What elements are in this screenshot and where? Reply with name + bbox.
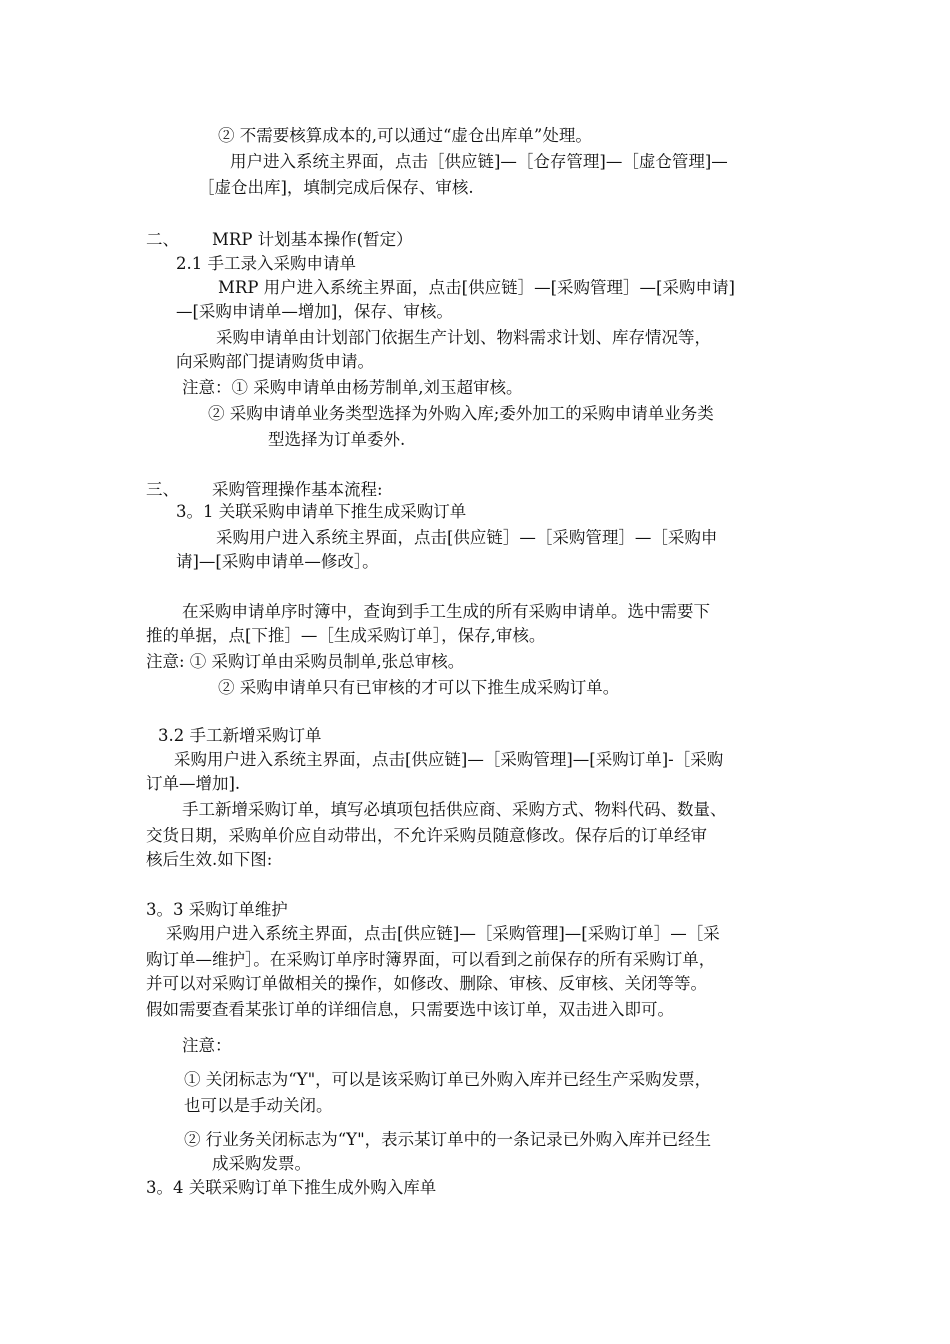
text-line: —[采购申请单—增加]，保存、审核。 xyxy=(176,302,453,321)
text-line: 用户进入系统主界面，点击［供应链]—［仓存管理]—［虚仓管理]— xyxy=(230,152,728,171)
note-line: 注意：① 采购申请单由杨芳制单,刘玉超审核。 xyxy=(182,378,523,397)
note-line: 注意: ① 采购订单由采购员制单,张总审核。 xyxy=(146,652,465,671)
subsection-heading: 3。3 采购订单维护 xyxy=(146,900,288,919)
note-line: 型选择为订单委外. xyxy=(268,430,406,449)
text-line: 购订单—维护］。在采购订单序时簿界面，可以看到之前保存的所有采购订单， xyxy=(146,950,716,969)
text-line: 采购申请单由计划部门依据生产计划、物料需求计划、库存情况等， xyxy=(216,328,711,347)
text-line: 假如需要查看某张订单的详细信息，只需要选中该订单，双击进入即可。 xyxy=(146,1000,674,1019)
note-line: ① 关闭标志为“Y"，可以是该采购订单已外购入库并已经生产采购发票， xyxy=(184,1070,712,1089)
subsection-heading: 3。1 关联采购申请单下推生成采购订单 xyxy=(176,502,467,521)
text-line: 核后生效.如下图: xyxy=(146,850,273,869)
section-number: 二、 xyxy=(146,230,179,249)
subsection-heading: 2.1 手工录入采购申请单 xyxy=(176,254,356,273)
section-heading: MRP 计划基本操作(暂定） xyxy=(212,230,413,249)
note-line: ② 采购申请单只有已审核的才可以下推生成采购订单。 xyxy=(218,678,620,697)
text-line: ② 不需要核算成本的,可以通过“虚仓出库单”处理。 xyxy=(218,126,592,145)
text-line: 在采购申请单序时簿中，查询到手工生成的所有采购申请单。选中需要下 xyxy=(182,602,710,621)
text-line: 订单—增加]. xyxy=(146,774,241,793)
text-line: 推的单据，点[下推］—［生成采购订单］，保存,审核。 xyxy=(146,626,546,645)
text-line: 交货日期，采购单价应自动带出，不允许采购员随意修改。保存后的订单经审 xyxy=(146,826,707,845)
text-line: 请]—[采购申请单—修改］。 xyxy=(176,552,379,571)
text-line: 向采购部门提请购货申请。 xyxy=(176,352,374,371)
note-line: 也可以是手动关闭。 xyxy=(184,1096,333,1115)
subsection-heading: 3。4 关联采购订单下推生成外购入库单 xyxy=(146,1178,437,1197)
text-line: 采购用户进入系统主界面，点击[供应链］—［采购管理］—［采购申 xyxy=(216,528,718,547)
note-line: ② 采购申请单业务类型选择为外购入库;委外加工的采购申请单业务类 xyxy=(208,404,714,423)
section-number: 三、 xyxy=(146,480,179,499)
text-line: 手工新增采购订单，填写必填项包括供应商、采购方式、物料代码、数量、 xyxy=(182,800,727,819)
text-line: MRP 用户进入系统主界面，点击[供应链］—[采购管理］—[采购申请] xyxy=(218,278,735,297)
note-heading: 注意： xyxy=(182,1036,232,1055)
text-line: 采购用户进入系统主界面，点击[供应链]—［采购管理]—[采购订单］—［采 xyxy=(166,924,720,943)
note-line: 成采购发票。 xyxy=(212,1154,311,1173)
text-line: 并可以对采购订单做相关的操作，如修改、删除、审核、反审核、关闭等等。 xyxy=(146,974,707,993)
subsection-heading: 3.2 手工新增采购订单 xyxy=(158,726,322,745)
section-heading: 采购管理操作基本流程: xyxy=(212,480,383,499)
text-line: 采购用户进入系统主界面，点击[供应链]—［采购管理]—[采购订单]-［采购 xyxy=(174,750,724,769)
note-line: ② 行业务关闭标志为“Y"，表示某订单中的一条记录已外购入库并已经生 xyxy=(184,1130,712,1149)
text-line: ［虚仓出库]，填制完成后保存、审核. xyxy=(198,178,474,197)
